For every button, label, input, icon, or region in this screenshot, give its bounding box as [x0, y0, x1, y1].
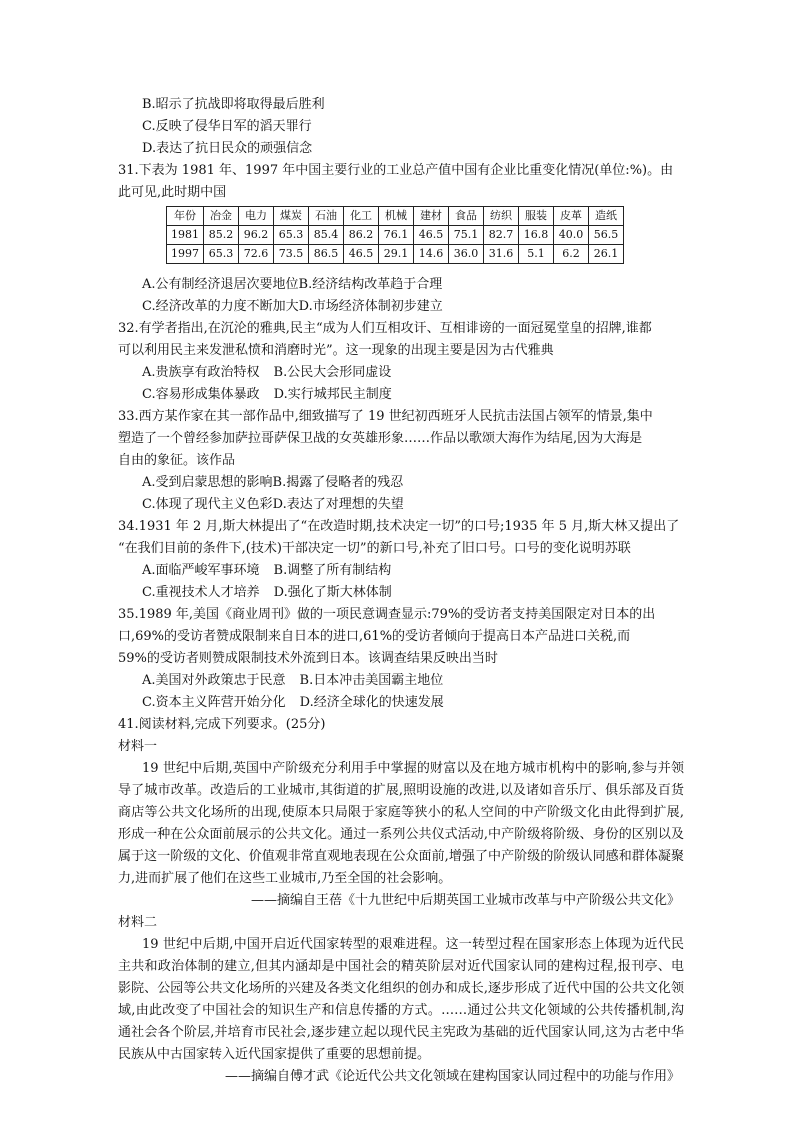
q35-stem: 35.1989 年,美国《商业周刊》做的一项民意调查显示:79%的受访者支持美国限定对日本的出 — [118, 607, 656, 622]
table-header-cell: 食品 — [449, 207, 484, 226]
q35-options-cd — [118, 692, 684, 714]
table-cell: 75.1 — [449, 226, 484, 245]
table-cell: 6.2 — [554, 245, 589, 264]
table-cell: 31.6 — [484, 245, 519, 264]
q31-options-cd: C.经济改革的力度不断加大D.市场经济体制初步建立 — [142, 299, 443, 314]
material-1-source: ——摘编自王蓓《十九世纪中后期英国工业城市改革与中产阶级公共文化》 — [250, 893, 680, 908]
table-header-row — [167, 207, 624, 226]
table-cell: 16.8 — [519, 226, 554, 245]
q35-option-c: C.资本主义阵营开始分化 — [142, 695, 286, 710]
table-header-cell: 年份 — [167, 207, 204, 226]
table-cell: 65.3 — [274, 226, 309, 245]
q34-options-ab — [118, 560, 684, 582]
table-row — [167, 226, 624, 245]
table-cell: 56.5 — [589, 226, 624, 245]
q35-option-d: D.经济全球化的快速发展 — [299, 695, 444, 710]
q34-option-c: C.重视技术人才培养 — [142, 585, 260, 600]
table-header-cell: 造纸 — [589, 207, 624, 226]
material-2-source: ——摘编自傅才武《论近代公共文化领域在建构国家认同过程中的功能与作用》 — [224, 1069, 680, 1084]
table-cell: 5.1 — [519, 245, 554, 264]
q32-options-cd — [118, 384, 684, 406]
q30-option-c: C.反映了侵华日军的滔天罪行 — [142, 119, 312, 134]
table-cell: 85.4 — [309, 226, 344, 245]
q33-options-cd: C.体现了现代主义色彩D.表达了对理想的失望 — [142, 497, 404, 512]
table-header-cell: 石油 — [309, 207, 344, 226]
q34-option-b: B.调整了所有制结构 — [273, 563, 392, 578]
table-header-cell: 皮革 — [554, 207, 589, 226]
q33-options-ab: A.受到启蒙思想的影响B.揭露了侵略者的残忍 — [142, 475, 404, 490]
table-header-cell: 建材 — [414, 207, 449, 226]
table-cell: 86.2 — [344, 226, 379, 245]
exam-page — [118, 94, 684, 1088]
table-cell: 82.7 — [484, 226, 519, 245]
q35-option-b: B.日本冲击美国霸主地位 — [299, 673, 444, 688]
q32-stem-cont: 可以利用民主来发泄私愤和消磨时光”。这一现象的出现主要是因为古代雅典 — [118, 343, 554, 358]
table-cell: 26.1 — [589, 245, 624, 264]
q32-stem: 32.有学者指出,在沉沦的雅典,民主“成为人们互相攻讦、互相诽谤的一面冠冕堂皇的招牌,谁都 — [118, 321, 652, 336]
q31-options-ab: A.公有制经济退居次要地位B.经济结构改革趋于合理 — [142, 277, 443, 292]
q31-stem-cont: 此可见,此时期中国 — [118, 185, 227, 200]
material-2-title: 材料二 — [118, 915, 158, 930]
material-1-text: 19 世纪中后期,英国中产阶级充分利用手中掌握的财富以及在地方城市机构中的影响,参与并领导了城市改革。改造后的工业城市,其街道的扩展,照明设施的改进,以及诸如音乐厅、俱乐部及百货商店等公共文化场所的出现,使原本只局限于家庭等狭小的私人空间的中产阶级文化由此得到扩展,形成一种在公众面前展示的公共文化。通过一系列公共仪式活动,中产阶级将阶级、身份的区别以及属于这一阶级的文化、价值观非常直观地表现在公众面前,增强了中产阶级的阶级认同感和群体凝聚力,进而扩展了他们在这些工业城市,乃至全国的社会影响。 — [118, 761, 684, 886]
q35-options-ab — [118, 670, 684, 692]
q34-stem-cont: “在我们目前的条件下,(技术)干部决定一切”的新口号,补充了旧口号。口号的变化说明苏联 — [118, 541, 631, 556]
q34-option-d: D.强化了斯大林体制 — [273, 585, 392, 600]
q32-option-b: B.公民大会形同虚设 — [273, 365, 392, 380]
q33-stem-cont: 自由的象征。该作品 — [118, 453, 236, 468]
q32-option-d: D.实行城邦民主制度 — [273, 387, 392, 402]
table-cell: 96.2 — [239, 226, 274, 245]
table-row — [167, 245, 624, 264]
table-cell: 36.0 — [449, 245, 484, 264]
table-cell: 40.0 — [554, 226, 589, 245]
table-header-cell: 服装 — [519, 207, 554, 226]
q33-stem-cont: 塑造了一个曾经参加萨拉哥萨保卫战的女英雄形象……作品以歌颂大海作为结尾,因为大海是 — [118, 431, 643, 446]
table-cell: 29.1 — [379, 245, 414, 264]
table-cell: 14.6 — [414, 245, 449, 264]
q31-table — [166, 206, 624, 264]
table-header-cell: 纺织 — [484, 207, 519, 226]
q35-option-a: A.美国对外政策忠于民意 — [142, 673, 286, 688]
material-2-text: 19 世纪中后期,中国开启近代国家转型的艰难进程。这一转型过程在国家形态上体现为近代民主共和政治体制的建立,但其内涵却是中国社会的精英阶层对近代国家认同的建构过程,报刊亭、电影院、公园等公共文化场所的兴建及各类文化组织的创办和成长,逐步形成了近代中国的公共文化领域,由此改变了中国社会的知识生产和信息传播的方式。……通过公共文化领域的公共传播机制,沟通社会各个阶层,并培育市民社会,逐步建立起以现代民主宪政为基础的近代国家认同,这为古老中华民族从中古国家转入近代国家提供了重要的思想前提。 — [118, 937, 684, 1062]
table-cell: 73.5 — [274, 245, 309, 264]
q32-option-a: A.贵族享有政治特权 — [142, 365, 260, 380]
q35-stem-cont: 59%的受访者则赞成限制技术外流到日本。该调查结果反映出当时 — [118, 651, 498, 666]
table-cell: 65.3 — [204, 245, 239, 264]
table-header-cell: 化工 — [344, 207, 379, 226]
table-cell: 72.6 — [239, 245, 274, 264]
table-header-cell: 机械 — [379, 207, 414, 226]
table-cell: 46.5 — [414, 226, 449, 245]
table-header-cell: 冶金 — [204, 207, 239, 226]
q30-option-b: B.昭示了抗战即将取得最后胜利 — [142, 97, 325, 112]
q32-option-c: C.容易形成集体暴政 — [142, 387, 260, 402]
table-cell: 1997 — [167, 245, 204, 264]
material-1-title: 材料一 — [118, 739, 158, 754]
table-cell: 76.1 — [379, 226, 414, 245]
q30-option-d: D.表达了抗日民众的顽强信念 — [142, 141, 313, 156]
q34-stem: 34.1931 年 2 月,斯大林提出了“在改造时期,技术决定一切”的口号;1935 年 5 月,斯大林又提出了 — [118, 519, 680, 534]
table-cell: 1981 — [167, 226, 204, 245]
q35-stem-cont: 口,69%的受访者赞成限制来自日本的进口,61%的受访者倾向于提高日本产品进口关税,而 — [118, 629, 631, 644]
table-cell: 86.5 — [309, 245, 344, 264]
table-cell: 85.2 — [204, 226, 239, 245]
q31-stem: 31.下表为 1981 年、1997 年中国主要行业的工业总产值中国有企业比重变化情况(单位:%)。由 — [118, 163, 674, 178]
table-cell: 46.5 — [344, 245, 379, 264]
q34-options-cd — [118, 582, 684, 604]
table-header-cell: 电力 — [239, 207, 274, 226]
q41-stem: 41.阅读材料,完成下列要求。(25分) — [118, 717, 326, 732]
table-header-cell: 煤炭 — [274, 207, 309, 226]
q33-stem: 33.西方某作家在其一部作品中,细致描写了 19 世纪初西班牙人民抗击法国占领军的情景,集中 — [118, 409, 653, 424]
q34-option-a: A.面临严峻军事环境 — [142, 563, 260, 578]
q32-options-ab — [118, 362, 684, 384]
